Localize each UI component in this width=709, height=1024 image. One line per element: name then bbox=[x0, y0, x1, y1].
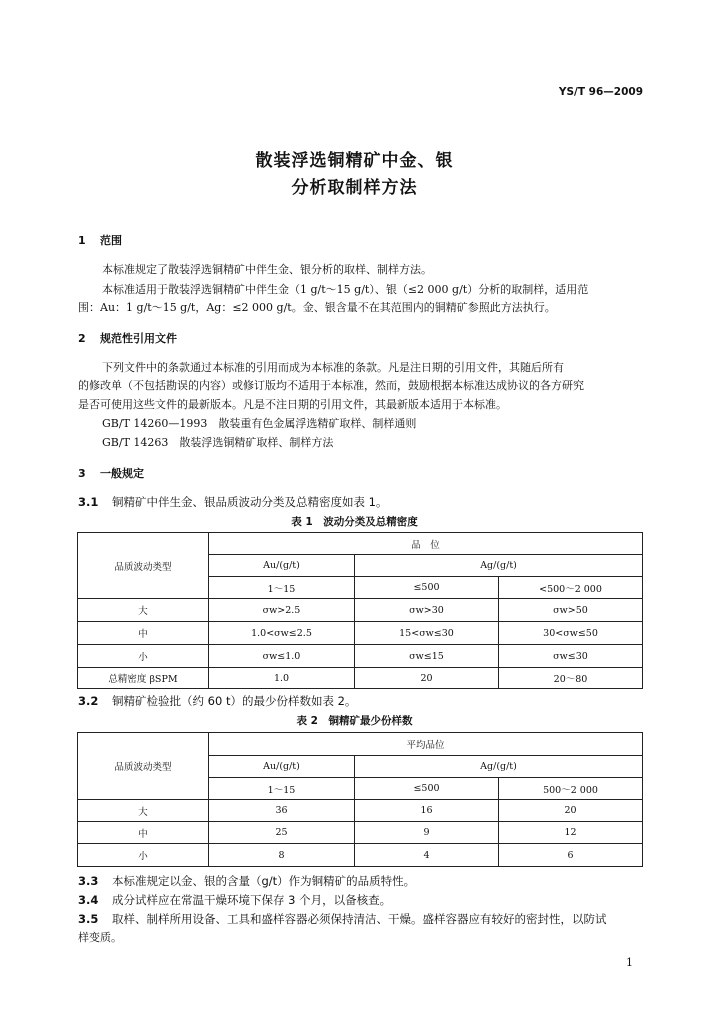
table-cell: 8 bbox=[209, 844, 355, 867]
table-cell-label: 中 bbox=[78, 622, 209, 645]
table-cell-label: 总精密度 βSPM bbox=[78, 668, 209, 689]
clause-3-3 bbox=[78, 873, 415, 889]
clause-number: 3.5 bbox=[78, 912, 99, 926]
table-cell: σw≤30 bbox=[499, 645, 643, 668]
table-2 bbox=[77, 732, 643, 867]
clause-3-2 bbox=[78, 693, 356, 709]
table-row bbox=[78, 844, 643, 867]
table-cell: 36 bbox=[209, 800, 355, 822]
table-cell: 1.0<σw≤2.5 bbox=[209, 622, 355, 645]
table-cell: σw≤15 bbox=[355, 645, 499, 668]
table-cell: 4 bbox=[355, 844, 499, 867]
reference-1: GB/T 14260—1993 散装重有色金属浮选精矿取样、制样通则 bbox=[102, 417, 417, 430]
clause-text: 本标准规定以金、银的含量（g/t）作为铜精矿的品质特性。 bbox=[112, 874, 416, 888]
section-2-para-line-3: 是否可使用这些文件的最新版本。凡是不注日期的引用文件，其最新版本适用于本标准。 bbox=[78, 398, 507, 411]
section-number: 2 bbox=[78, 332, 86, 345]
table-1 bbox=[77, 532, 643, 689]
clause-3-4 bbox=[78, 892, 391, 908]
clause-number: 3.3 bbox=[78, 874, 99, 888]
section-title: 范围 bbox=[100, 234, 122, 247]
clause-3-5-continuation: 样变质。 bbox=[78, 931, 122, 944]
title-line-1: 散装浮选铜精矿中金、银 bbox=[255, 151, 454, 171]
table-2-header-ag-range-1: ≤500 bbox=[355, 778, 499, 800]
section-1-para-2-line-1: 本标准适用于散装浮选铜精矿中伴生金（1 g/t～15 g/t）、银（≤2 000 g/t）分析的取制样，适用范 bbox=[102, 283, 589, 296]
table-cell: 15<σw≤30 bbox=[355, 622, 499, 645]
table-row bbox=[78, 645, 643, 668]
table-cell-label: 中 bbox=[78, 822, 209, 844]
table-cell: σw≤1.0 bbox=[209, 645, 355, 668]
table-2-header-au-range: 1～15 bbox=[209, 778, 355, 800]
clause-text: 铜精矿检验批（约 60 t）的最少份样数如表 2。 bbox=[112, 694, 357, 708]
clause-number: 3.4 bbox=[78, 893, 99, 907]
table-row bbox=[78, 668, 643, 689]
section-number: 1 bbox=[78, 234, 86, 247]
table-2-header-ag: Ag/(g/t) bbox=[355, 756, 643, 778]
table-cell: 25 bbox=[209, 822, 355, 844]
clause-3-1 bbox=[78, 494, 387, 510]
clause-number: 3.1 bbox=[78, 495, 99, 509]
table-cell-label: 小 bbox=[78, 645, 209, 668]
clause-text: 成分试样应在常温干燥环境下保存 3 个月，以备核查。 bbox=[112, 893, 392, 907]
table-cell: 6 bbox=[499, 844, 643, 867]
table-cell-label: 大 bbox=[78, 599, 209, 622]
table-row bbox=[78, 822, 643, 844]
clause-text: 取样、制样所用设备、工具和盛样容器必须保持清洁、干燥。盛样容器应有较好的密封性，以防试 bbox=[112, 912, 607, 926]
section-title: 一般规定 bbox=[100, 467, 144, 480]
section-1-para-1: 本标准规定了散装浮选铜精矿中伴生金、银分析的取样、制样方法。 bbox=[102, 263, 432, 276]
section-2-para-line-2: 的修改单（不包括勘误的内容）或修订版均不适用于本标准，然而，鼓励根据本标准达成协议的各方研究 bbox=[78, 379, 584, 392]
table-1-header-type: 品质波动类型 bbox=[78, 533, 209, 599]
table-row bbox=[78, 622, 643, 645]
table-2-header-au: Au/(g/t) bbox=[209, 756, 355, 778]
table-cell: 16 bbox=[355, 800, 499, 822]
table-cell: σw>30 bbox=[355, 599, 499, 622]
table-cell-label: 小 bbox=[78, 844, 209, 867]
table-cell: 20 bbox=[499, 800, 643, 822]
table-1-header-ag: Ag/(g/t) bbox=[355, 555, 643, 577]
table-1-header-ag-range-2: <500～2 000 bbox=[499, 577, 643, 599]
table-1-header-au-range: 1～15 bbox=[209, 577, 355, 599]
table-cell: 30<σw≤50 bbox=[499, 622, 643, 645]
section-1-para-2-line-2: 围：Au：1 g/t～15 g/t，Ag：≤2 000 g/t。金、银含量不在其范围内的铜精矿参照此方法执行。 bbox=[78, 301, 556, 314]
table-2-caption: 表 2 铜精矿最少份样数 bbox=[296, 715, 413, 727]
table-2-header-grade: 平均品位 bbox=[209, 733, 643, 756]
table-1-caption: 表 1 波动分类及总精密度 bbox=[291, 516, 418, 528]
section-title: 规范性引用文件 bbox=[100, 332, 177, 345]
table-2-header-type: 品质波动类型 bbox=[78, 733, 209, 800]
clause-number: 3.2 bbox=[78, 694, 99, 708]
table-cell: 12 bbox=[499, 822, 643, 844]
section-3-heading bbox=[78, 465, 144, 481]
title-line-2: 分析取制样方法 bbox=[291, 178, 418, 198]
table-cell: 20 bbox=[355, 668, 499, 689]
section-1-heading bbox=[78, 232, 122, 248]
table-cell: 1.0 bbox=[209, 668, 355, 689]
reference-2: GB/T 14263 散装浮选铜精矿取样、制样方法 bbox=[102, 436, 334, 449]
page-number: 1 bbox=[626, 956, 633, 969]
section-number: 3 bbox=[78, 467, 86, 480]
clause-3-5 bbox=[78, 911, 607, 927]
table-row bbox=[78, 800, 643, 822]
table-cell: 9 bbox=[355, 822, 499, 844]
table-cell: 20～80 bbox=[499, 668, 643, 689]
clause-text: 铜精矿中伴生金、银品质波动分类及总精密度如表 1。 bbox=[112, 495, 388, 509]
section-2-para-line-1: 下列文件中的条款通过本标准的引用而成为本标准的条款。凡是注日期的引用文件，其随后所有 bbox=[102, 361, 564, 374]
table-1-header-ag-range-1: ≤500 bbox=[355, 577, 499, 599]
table-1-header-au: Au/(g/t) bbox=[209, 555, 355, 577]
table-cell: σw>2.5 bbox=[209, 599, 355, 622]
table-cell-label: 大 bbox=[78, 800, 209, 822]
table-2-header-ag-range-2: 500～2 000 bbox=[499, 778, 643, 800]
table-row bbox=[78, 599, 643, 622]
table-cell: σw>50 bbox=[499, 599, 643, 622]
table-1-header-grade: 品 位 bbox=[209, 533, 643, 555]
standard-code: YS/T 96—2009 bbox=[558, 86, 643, 98]
section-2-heading bbox=[78, 330, 177, 346]
